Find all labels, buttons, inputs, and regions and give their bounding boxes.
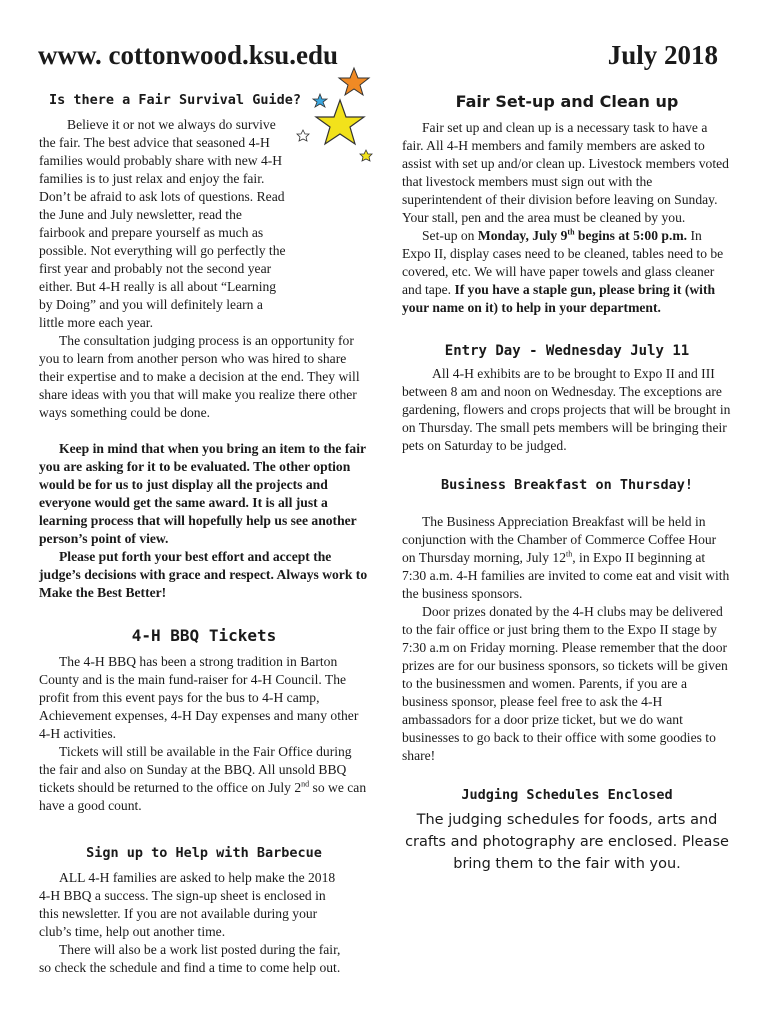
breakfast-heading: Business Breakfast on Thursday! xyxy=(441,477,693,493)
signup-heading: Sign up to Help with Barbecue xyxy=(86,845,322,861)
breakfast-p1-sup: th xyxy=(566,549,573,559)
entry-paragraph: All 4-H exhibits are to be brought to Expo II and III between 8 am and noon on Wednesday. The exceptions are gardening, flowers and crops projects that will be brought in on Thursday. The small pets members will be bringing their pets on Saturday to be judged. xyxy=(402,366,731,453)
left-column xyxy=(39,92,369,977)
setup-time: begins at 5:00 p.m. xyxy=(574,228,688,243)
judging-paragraph: The judging schedules for foods, arts and crafts and photography are enclosed. Please bring them to the fair with you. xyxy=(405,812,729,872)
signup-paragraph-2: There will also be a work list posted during the fair, so check the schedule and find a time to come help out. xyxy=(39,942,341,975)
bbq-heading: 4-H BBQ Tickets xyxy=(131,626,277,645)
setup-p2-pre: Set-up on xyxy=(422,228,478,243)
bbq-p2-tail: so we can have a good count. xyxy=(39,780,367,813)
survival-paragraph-4: Please put forth your best effort and accept the judge’s decisions with grace and respect. Always work to Make the Best Better! xyxy=(39,549,368,600)
survival-paragraph-2: The consultation judging process is an opportunity for you to learn from another person who was hired to share their expertise and to make a decision at the end. They will share ideas with you that will make you realize there other ways something could be done. xyxy=(39,333,360,420)
setup-date: Monday, July 9 xyxy=(477,228,568,243)
survival-paragraph xyxy=(39,116,289,332)
survival-heading: Is there a Fair Survival Guide? xyxy=(49,92,301,108)
bbq-p2-sup: nd xyxy=(301,779,310,789)
setup-p2-mid: In Expo II, display cases need to be cleaned, tables need to be covered, etc. We will have paper towels and glass cleaner and tape. xyxy=(402,228,724,297)
website-url: www. cottonwood.ksu.edu xyxy=(38,40,339,70)
breakfast-p1-text: The Business Appreciation Breakfast will be held in conjunction with the Chamber of Commerce Coffee Hour on Thursday morning, July 12 xyxy=(402,514,717,565)
judging-heading: Judging Schedules Enclosed xyxy=(461,787,673,803)
breakfast-paragraph-2: Door prizes donated by the 4-H clubs may be delivered to the fair office or just bring them to the Expo II stage by 7:30 a.m on Friday morning. Please remember that the door prizes are for our business sponsors, so tickets will be given to the businessmen and women. Parents, if you are a business sponsor, please feel free to ask the 4-H ambassadors for a door prize ticket, but we do want businesses to go back to their office with some goodies to share! xyxy=(402,604,728,763)
signup-paragraph: ALL 4-H families are asked to help make the 2018 4-H BBQ a success. The sign-up sheet is enclosed in this newsletter. If you are not available during your club’s time, help out another time. xyxy=(39,870,336,939)
setup-staple-note: If you have a staple gun, please bring it (with your name on it) to help in your department. xyxy=(402,282,716,315)
bbq-paragraph: The 4-H BBQ has been a strong tradition in Barton County and is the main fund-raiser for 4-H Council. The profit from this event pays for the bus to 4-H camp, Achievement expenses, 4-H Day expenses and many other 4-H activities. xyxy=(39,654,359,741)
setup-sup: th xyxy=(567,227,575,237)
survival-paragraph-3: Keep in mind that when you bring an item to the fair you are asking for it to be evaluated. The other option would be for us to just display all the projects and everyone would get the same award. It is all just a learning process that will hopefully help us see another person’s point of view. xyxy=(39,441,366,546)
right-column xyxy=(402,92,732,875)
bbq-paragraph-2 xyxy=(39,743,369,815)
survival-p1: Believe it or not we always do survive the fair. The best advice that seasoned 4-H families would probably share with new 4-H families is to just relax and enjoy the fair. Don’t be afraid to ask lots of questions. Read the June and July newsletter, read the fairbook and prepare yourself as much as possible. Not everything will go perfectly the first year and probably not the second year either. But 4-H really is all about “Learning by Doing” and you will definitely learn a little more each year. xyxy=(39,117,286,330)
entry-heading: Entry Day - Wednesday July 11 xyxy=(444,343,690,359)
setup-paragraph: Fair set up and clean up is a necessary task to have a fair. All 4-H members and family members are asked to assist with set up and/or clean up. Livestock members voted that livestock members must sign out with the superintendent of their division before leaving on Sunday. Your stall, pen and the area must be cleaned by you. xyxy=(402,120,729,225)
setup-paragraph-2 xyxy=(402,227,732,317)
issue-date: July 2018 xyxy=(607,40,718,70)
setup-heading: Fair Set-up and Clean up xyxy=(455,92,679,111)
breakfast-p1-tail: , in Expo II beginning at 7:30 a.m. 4-H families are invited to come eat and visit with the business sponsors. xyxy=(402,550,730,601)
bbq-p2-text: Tickets will still be available in the Fair Office during the fair and also on Sunday at the BBQ. All unsold BBQ tickets should be returned to the office on July 2 xyxy=(39,744,352,795)
breakfast-paragraph xyxy=(402,513,732,603)
star-orange-icon xyxy=(339,68,369,95)
